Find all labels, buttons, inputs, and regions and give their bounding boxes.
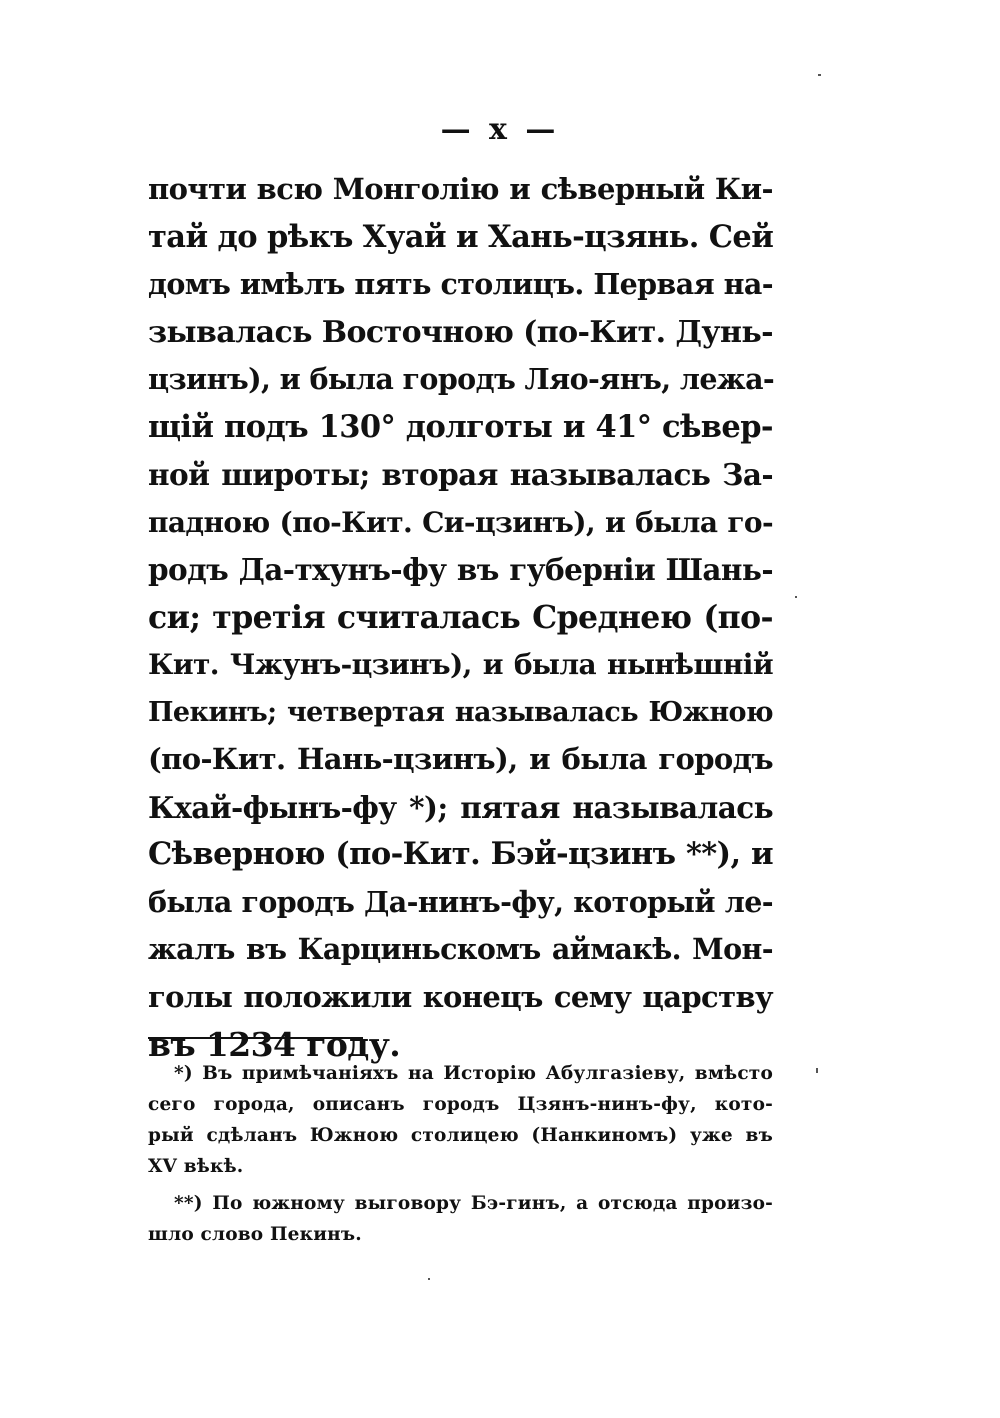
text-line: зывалась Восточною (по-Кит. Дунь- (148, 314, 774, 350)
text-line: Кхай-фынъ-фу *); пятая называлась (148, 789, 773, 825)
text-line: въ 1234 году. (148, 1025, 401, 1064)
scan-speck (428, 1278, 430, 1280)
text-line: си; третія считалась Среднею (по- (148, 598, 773, 636)
text-line: Кит. Чжунъ-цзинъ), и была нынѣшній (148, 648, 773, 681)
text-line: цзинъ), и была городъ Ляо-янъ, лежа- (148, 362, 775, 396)
text-line: щій подъ 130° долготы и 41° сѣвер- (148, 408, 773, 445)
text-line: домъ имѣлъ пять столицъ. Первая на- (148, 267, 773, 301)
footnote-line: XV вѣкѣ. (148, 1156, 244, 1177)
footnote-line: шло слово Пекинъ. (148, 1224, 362, 1245)
footnotes (148, 1058, 773, 1250)
text-line: почти всю Монголію и сѣверный Ки- (148, 172, 773, 206)
scan-speck (795, 596, 797, 598)
text-line: падною (по-Кит. Си-цзинъ), и была го- (148, 505, 773, 539)
footnote-line: **) По южному выговору Бэ-гинъ, а отсюда произо- (174, 1193, 773, 1214)
footnote-line: рый сдѣланъ Южною столицею (Нанкиномъ) уже въ (148, 1125, 773, 1146)
text-line: жалъ въ Карциньскомъ аймакѣ. Мон- (148, 932, 773, 966)
text-line: Пекинъ; четвертая называлась Южною (148, 696, 773, 728)
footnote-line: *) Въ примѣчаніяхъ на Исторію Абулгазіеву, вмѣсто (174, 1063, 773, 1084)
text-line: была городъ Да-нинъ-фу, который ле- (148, 884, 773, 919)
text-line: родъ Да-тхунъ-фу въ губерніи Шань- (148, 552, 773, 587)
footnote-divider (148, 1037, 363, 1039)
scan-speck (816, 1068, 818, 1073)
text-line: тай до рѣкъ Хуай и Хань-цзянь. Сей (148, 218, 774, 255)
text-line: ной широты; вторая называлась За- (148, 457, 773, 492)
page-header: — x — (440, 112, 560, 147)
text-line: (по-Кит. Нань-цзинъ), и была городъ (148, 742, 773, 776)
main-text (148, 166, 773, 1069)
footnote-line: сего города, описанъ городъ Цзянъ-нинъ-фу, кото- (148, 1094, 773, 1115)
text-line: голы положили конецъ сему царству (148, 979, 773, 1014)
scan-speck (818, 74, 821, 76)
footnote-1 (148, 1058, 773, 1182)
footnote-2 (148, 1188, 773, 1250)
text-line: Сѣверною (по-Кит. Бэй-цзинъ **), и (148, 836, 773, 872)
